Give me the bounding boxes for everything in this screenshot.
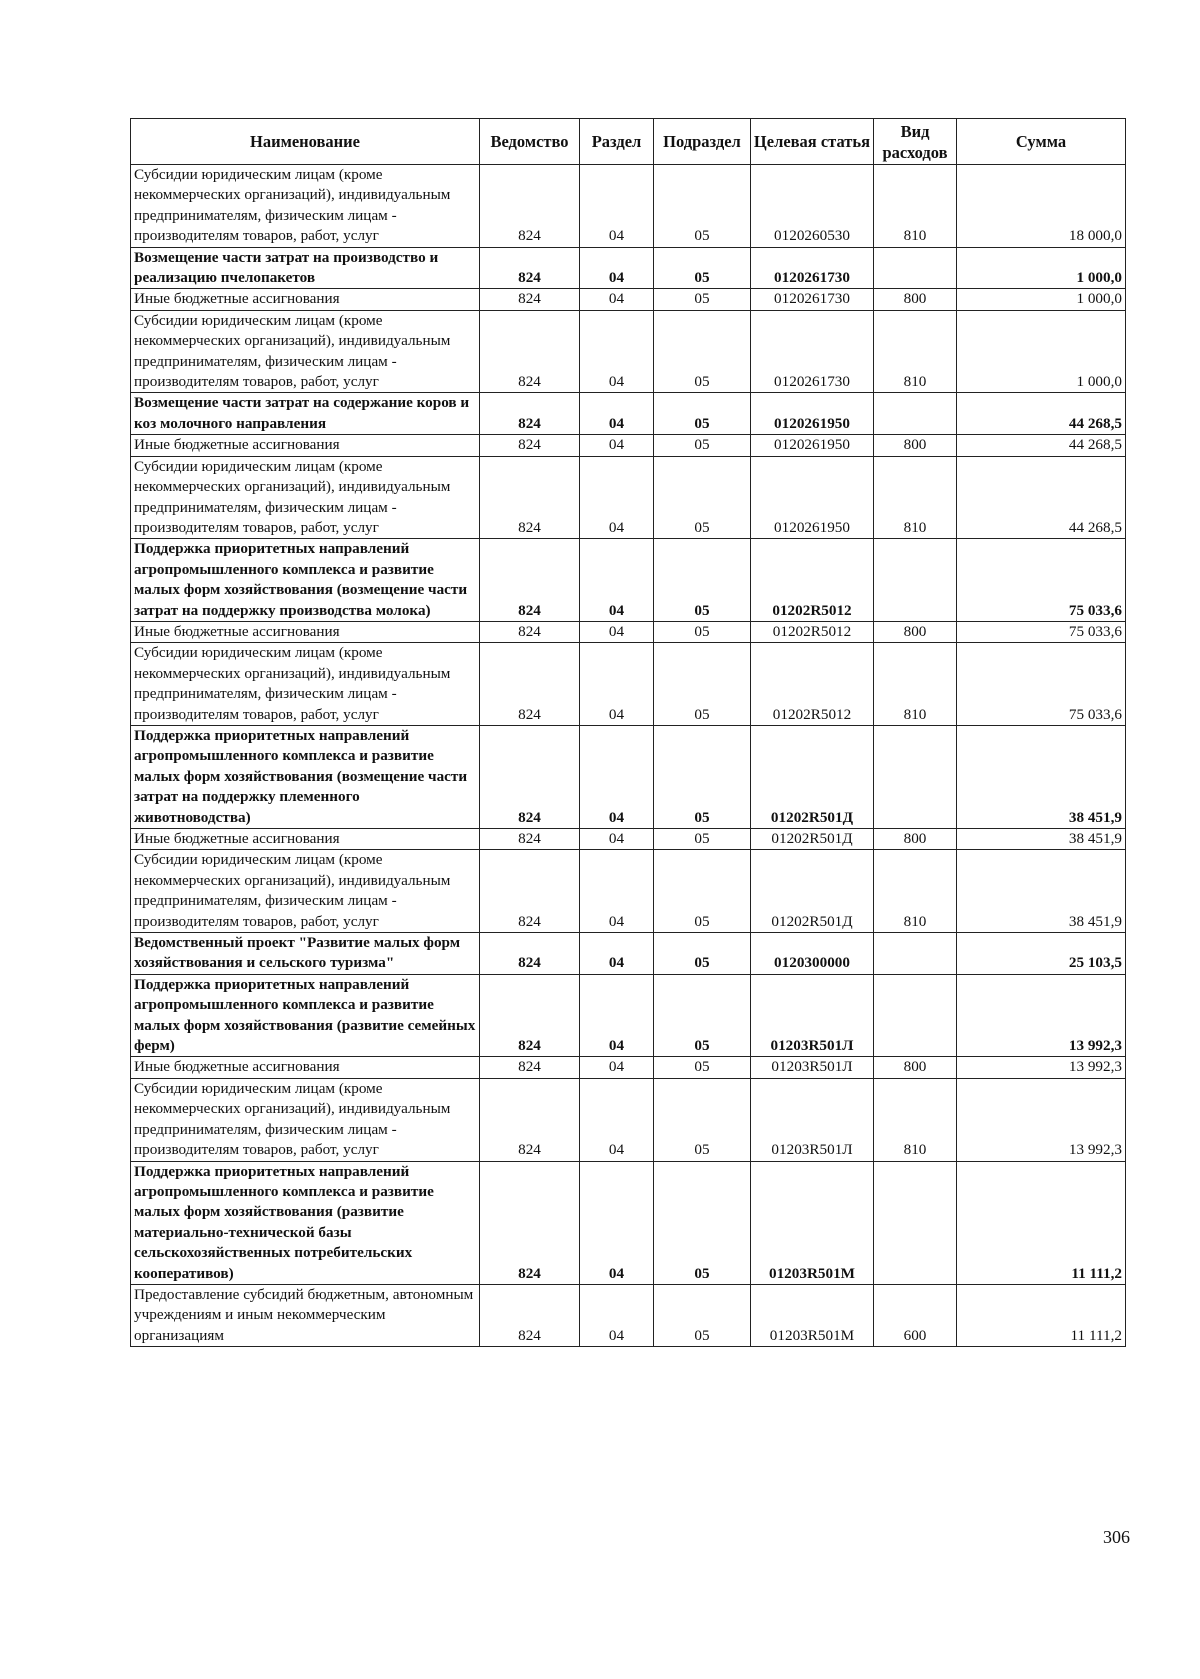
expense-type-cell: 810	[874, 1078, 957, 1161]
vedomstvo-cell: 824	[480, 435, 580, 456]
name-cell: Предоставление субсидий бюджетным, автономным учреждениям и иным некоммерческим организациям	[131, 1284, 480, 1346]
razdel-cell: 04	[580, 974, 654, 1057]
podrazdel-cell: 05	[654, 725, 751, 828]
razdel-cell: 04	[580, 456, 654, 539]
expense-type-cell: 800	[874, 829, 957, 850]
razdel-cell: 04	[580, 1161, 654, 1284]
razdel-cell: 04	[580, 725, 654, 828]
name-cell: Возмещение части затрат на содержание коров и коз молочного направления	[131, 393, 480, 435]
target-article-cell: 01203R501Л	[751, 974, 874, 1057]
table-row	[131, 1057, 1126, 1078]
sum-cell: 75 033,6	[957, 621, 1126, 642]
table-row-section	[131, 393, 1126, 435]
name-cell: Иные бюджетные ассигнования	[131, 621, 480, 642]
table-row	[131, 310, 1126, 393]
table-row-section	[131, 974, 1126, 1057]
razdel-cell: 04	[580, 933, 654, 975]
header-name: Наименование	[131, 119, 480, 165]
podrazdel-cell: 05	[654, 974, 751, 1057]
name-cell: Субсидии юридическим лицам (кроме некоммерческих организаций), индивидуальным предпринимателям, физическим лицам - производителям товаров, работ, услуг	[131, 456, 480, 539]
table-row	[131, 1284, 1126, 1346]
sum-cell: 11 111,2	[957, 1284, 1126, 1346]
podrazdel-cell: 05	[654, 165, 751, 248]
table-row	[131, 435, 1126, 456]
table-row-section	[131, 539, 1126, 622]
podrazdel-cell: 05	[654, 850, 751, 933]
sum-cell: 25 103,5	[957, 933, 1126, 975]
vedomstvo-cell: 824	[480, 974, 580, 1057]
table-header	[131, 119, 1126, 165]
table-row	[131, 829, 1126, 850]
sum-cell: 44 268,5	[957, 435, 1126, 456]
podrazdel-cell: 05	[654, 621, 751, 642]
expense-type-cell: 600	[874, 1284, 957, 1346]
vedomstvo-cell: 824	[480, 1057, 580, 1078]
table-row	[131, 850, 1126, 933]
sum-cell: 1 000,0	[957, 310, 1126, 393]
header-vedomstvo: Ведомство	[480, 119, 580, 165]
name-cell: Поддержка приоритетных направлений агропромышленного комплекса и развитие малых форм хозяйствования (возмещение части затрат на поддержку племенного животноводства)	[131, 725, 480, 828]
target-article-cell: 01202R501Д	[751, 850, 874, 933]
expense-type-cell: 800	[874, 621, 957, 642]
podrazdel-cell: 05	[654, 539, 751, 622]
name-cell: Субсидии юридическим лицам (кроме некоммерческих организаций), индивидуальным предпринимателям, физическим лицам - производителям товаров, работ, услуг	[131, 643, 480, 726]
podrazdel-cell: 05	[654, 435, 751, 456]
podrazdel-cell: 05	[654, 933, 751, 975]
sum-cell: 1 000,0	[957, 247, 1126, 289]
table-row	[131, 289, 1126, 310]
expense-type-cell: 810	[874, 310, 957, 393]
table-row-section	[131, 247, 1126, 289]
podrazdel-cell: 05	[654, 1284, 751, 1346]
sum-cell: 38 451,9	[957, 725, 1126, 828]
expense-type-cell: 810	[874, 456, 957, 539]
razdel-cell: 04	[580, 539, 654, 622]
podrazdel-cell: 05	[654, 1057, 751, 1078]
podrazdel-cell: 05	[654, 393, 751, 435]
name-cell: Иные бюджетные ассигнования	[131, 435, 480, 456]
sum-cell: 13 992,3	[957, 974, 1126, 1057]
expense-type-cell: 810	[874, 643, 957, 726]
podrazdel-cell: 05	[654, 247, 751, 289]
expense-type-cell	[874, 974, 957, 1057]
podrazdel-cell: 05	[654, 310, 751, 393]
name-cell: Субсидии юридическим лицам (кроме некоммерческих организаций), индивидуальным предпринимателям, физическим лицам - производителям товаров, работ, услуг	[131, 165, 480, 248]
vedomstvo-cell: 824	[480, 165, 580, 248]
sum-cell: 11 111,2	[957, 1161, 1126, 1284]
table-row	[131, 456, 1126, 539]
razdel-cell: 04	[580, 643, 654, 726]
sum-cell: 75 033,6	[957, 643, 1126, 726]
sum-cell: 38 451,9	[957, 829, 1126, 850]
budget-table	[130, 118, 1126, 1347]
name-cell: Поддержка приоритетных направлений агропромышленного комплекса и развитие малых форм хозяйствования (развитие материально-технической базы сельскохозяйственных потребительских кооперативов)	[131, 1161, 480, 1284]
expense-type-cell	[874, 539, 957, 622]
vedomstvo-cell: 824	[480, 310, 580, 393]
target-article-cell: 01202R5012	[751, 621, 874, 642]
page-number: 306	[1103, 1527, 1130, 1547]
header-podrazdel: Подраздел	[654, 119, 751, 165]
expense-type-cell: 800	[874, 1057, 957, 1078]
razdel-cell: 04	[580, 1078, 654, 1161]
table-body	[131, 165, 1126, 1347]
expense-type-cell: 810	[874, 850, 957, 933]
table-row	[131, 1078, 1126, 1161]
expense-type-cell	[874, 725, 957, 828]
expense-type-cell: 810	[874, 165, 957, 248]
header-sum: Сумма	[957, 119, 1126, 165]
razdel-cell: 04	[580, 850, 654, 933]
sum-cell: 18 000,0	[957, 165, 1126, 248]
podrazdel-cell: 05	[654, 456, 751, 539]
name-cell: Поддержка приоритетных направлений агропромышленного комплекса и развитие малых форм хозяйствования (развитие семейных ферм)	[131, 974, 480, 1057]
sum-cell: 38 451,9	[957, 850, 1126, 933]
table-row-section	[131, 725, 1126, 828]
sum-cell: 44 268,5	[957, 393, 1126, 435]
header-expense-type: Вид расходов	[874, 119, 957, 165]
target-article-cell: 0120261950	[751, 435, 874, 456]
target-article-cell: 0120261950	[751, 456, 874, 539]
vedomstvo-cell: 824	[480, 1078, 580, 1161]
name-cell: Иные бюджетные ассигнования	[131, 829, 480, 850]
podrazdel-cell: 05	[654, 829, 751, 850]
vedomstvo-cell: 824	[480, 393, 580, 435]
razdel-cell: 04	[580, 435, 654, 456]
name-cell: Возмещение части затрат на производство и реализацию пчелопакетов	[131, 247, 480, 289]
target-article-cell: 0120261730	[751, 289, 874, 310]
razdel-cell: 04	[580, 165, 654, 248]
target-article-cell: 01203R501Л	[751, 1057, 874, 1078]
podrazdel-cell: 05	[654, 643, 751, 726]
name-cell: Поддержка приоритетных направлений агропромышленного комплекса и развитие малых форм хозяйствования (возмещение части затрат на поддержку производства молока)	[131, 539, 480, 622]
target-article-cell: 01203R501Л	[751, 1078, 874, 1161]
razdel-cell: 04	[580, 247, 654, 289]
name-cell: Субсидии юридическим лицам (кроме некоммерческих организаций), индивидуальным предпринимателям, физическим лицам - производителям товаров, работ, услуг	[131, 850, 480, 933]
razdel-cell: 04	[580, 1057, 654, 1078]
name-cell: Субсидии юридическим лицам (кроме некоммерческих организаций), индивидуальным предпринимателям, физическим лицам - производителям товаров, работ, услуг	[131, 310, 480, 393]
target-article-cell: 01202R5012	[751, 539, 874, 622]
name-cell: Иные бюджетные ассигнования	[131, 289, 480, 310]
name-cell: Субсидии юридическим лицам (кроме некоммерческих организаций), индивидуальным предпринимателям, физическим лицам - производителям товаров, работ, услуг	[131, 1078, 480, 1161]
target-article-cell: 0120260530	[751, 165, 874, 248]
sum-cell: 13 992,3	[957, 1057, 1126, 1078]
header-target-article: Целевая статья	[751, 119, 874, 165]
vedomstvo-cell: 824	[480, 1284, 580, 1346]
podrazdel-cell: 05	[654, 1161, 751, 1284]
vedomstvo-cell: 824	[480, 933, 580, 975]
name-cell: Иные бюджетные ассигнования	[131, 1057, 480, 1078]
target-article-cell: 01203R501М	[751, 1284, 874, 1346]
vedomstvo-cell: 824	[480, 456, 580, 539]
vedomstvo-cell: 824	[480, 289, 580, 310]
razdel-cell: 04	[580, 310, 654, 393]
target-article-cell: 0120261730	[751, 310, 874, 393]
header-razdel: Раздел	[580, 119, 654, 165]
vedomstvo-cell: 824	[480, 725, 580, 828]
podrazdel-cell: 05	[654, 289, 751, 310]
target-article-cell: 0120300000	[751, 933, 874, 975]
target-article-cell: 0120261950	[751, 393, 874, 435]
table-row-section	[131, 933, 1126, 975]
target-article-cell: 01203R501М	[751, 1161, 874, 1284]
name-cell: Ведомственный проект "Развитие малых форм хозяйствования и сельского туризма"	[131, 933, 480, 975]
razdel-cell: 04	[580, 829, 654, 850]
expense-type-cell	[874, 393, 957, 435]
razdel-cell: 04	[580, 1284, 654, 1346]
podrazdel-cell: 05	[654, 1078, 751, 1161]
razdel-cell: 04	[580, 621, 654, 642]
sum-cell: 44 268,5	[957, 456, 1126, 539]
expense-type-cell: 800	[874, 435, 957, 456]
vedomstvo-cell: 824	[480, 829, 580, 850]
table-row-section	[131, 1161, 1126, 1284]
vedomstvo-cell: 824	[480, 247, 580, 289]
vedomstvo-cell: 824	[480, 1161, 580, 1284]
razdel-cell: 04	[580, 289, 654, 310]
target-article-cell: 01202R501Д	[751, 829, 874, 850]
expense-type-cell	[874, 247, 957, 289]
vedomstvo-cell: 824	[480, 643, 580, 726]
target-article-cell: 01202R5012	[751, 643, 874, 726]
sum-cell: 13 992,3	[957, 1078, 1126, 1161]
expense-type-cell	[874, 1161, 957, 1284]
header-row	[131, 119, 1126, 165]
sum-cell: 75 033,6	[957, 539, 1126, 622]
target-article-cell: 0120261730	[751, 247, 874, 289]
vedomstvo-cell: 824	[480, 539, 580, 622]
vedomstvo-cell: 824	[480, 621, 580, 642]
table-row	[131, 643, 1126, 726]
razdel-cell: 04	[580, 393, 654, 435]
table-row	[131, 621, 1126, 642]
target-article-cell: 01202R501Д	[751, 725, 874, 828]
vedomstvo-cell: 824	[480, 850, 580, 933]
expense-type-cell	[874, 933, 957, 975]
expense-type-cell: 800	[874, 289, 957, 310]
table-row	[131, 165, 1126, 248]
sum-cell: 1 000,0	[957, 289, 1126, 310]
